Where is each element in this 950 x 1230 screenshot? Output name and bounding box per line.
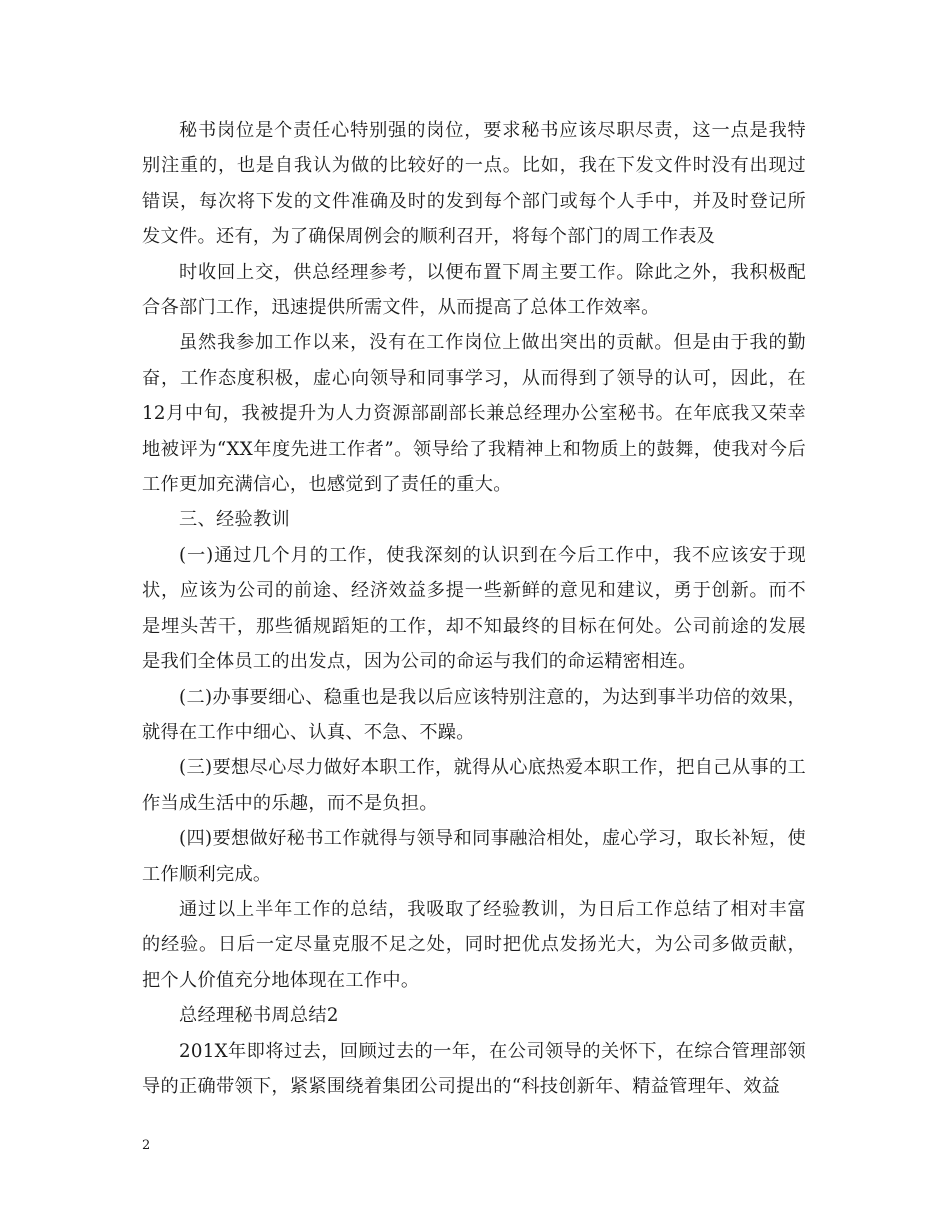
section-heading-lessons: 三、经验教训 [179,509,290,531]
paragraph-2: 时收回上交，供总经理参考，以便布置下周主要工作。除此之外，我积极配合各部门工作，迅速提供所需文件，从而提高了总体工作效率。 [142,261,806,319]
document-body [142,113,806,1104]
paragraph-lesson-1: (一)通过几个月的工作，使我深刻的认识到在今后工作中，我不应该安于现状，应该为公司的前途、经济效益多提一些新鲜的意见和建议，勇于创新。而不是埋头苦干，那些循规蹈矩的工作，却不知最终的目标在何处。公司前途的发展是我们全体员工的出发点，因为公司的命运与我们的命运精密相连。 [142,544,806,673]
paragraph-lesson-4: (四)要想做好秘书工作就得与领导和同事融洽相处，虚心学习，取长补短，使工作顺利完成。 [142,828,806,885]
paragraph-conclusion: 通过以上半年工作的总结，我吸取了经验教训，为日后工作总结了相对丰富的经验。日后一定尽量克服不足之处，同时把优点发扬光大，为公司多做贡献，把个人价值充分地体现在工作中。 [142,898,806,991]
paragraph-summary-2-intro: 201X年即将过去，回顾过去的一年，在公司领导的关怀下，在综合管理部领导的正确带领下，紧紧围绕着集团公司提出的“科技创新年、精益管理年、效益 [142,1040,806,1097]
page-number: 2 [142,1138,151,1153]
section-title-summary-2: 总经理秘书周总结2 [179,1005,339,1027]
paragraph-lesson-2: (二)办事要细心、稳重也是我以后应该特别注意的，为达到事半功倍的效果，就得在工作中细心、认真、不急、不躁。 [142,686,806,743]
paragraph-3: 虽然我参加工作以来，没有在工作岗位上做出突出的贡献。但是由于我的勤奋，工作态度积极，虚心向领导和同事学习，从而得到了领导的认可，因此，在12月中旬，我被提升为人力资源部副部长兼总经理办公室秘书。在年底我又荣幸地被评为“XX年度先进工作者”。领导给了我精神上和物质上的鼓舞，使我对今后工作更加充满信心，也感觉到了责任的重大。 [142,332,806,496]
paragraph-1: 秘书岗位是个责任心特别强的岗位，要求秘书应该尽职尽责，这一点是我特别注重的，也是自我认为做的比较好的一点。比如，我在下发文件时没有出现过错误，每次将下发的文件准确及时的发到每个部门或每个人手中，并及时登记所发文件。还有，为了确保周例会的顺利召开，将每个部门的周工作表及 [142,120,806,248]
paragraph-lesson-3: (三)要想尽心尽力做好本职工作，就得从心底热爱本职工作，把自己从事的工作当成生活中的乐趣，而不是负担。 [142,757,806,814]
